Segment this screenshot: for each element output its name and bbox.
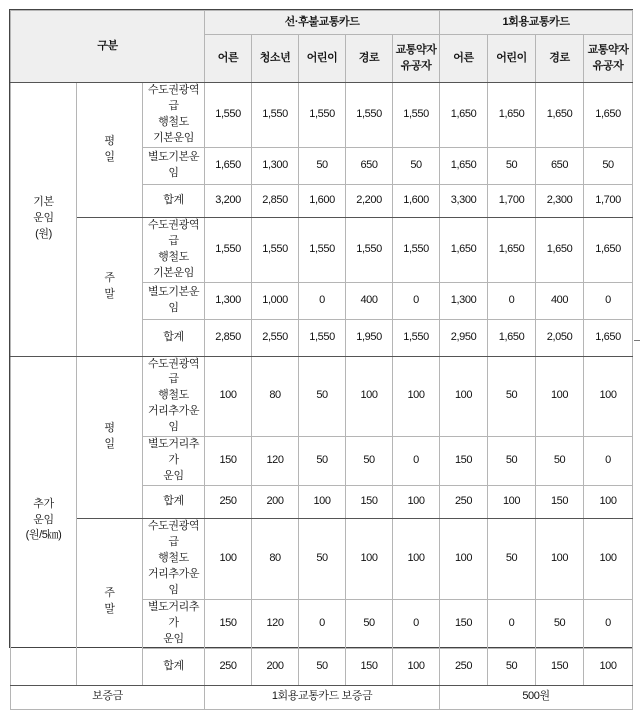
fare-table-body [11,11,633,710]
fare-value-cell: 2,300 [536,184,584,217]
fare-value-cell: 100 [584,648,633,685]
fare-value-cell: 120 [252,437,299,486]
day-type-label: 평 일 [77,356,143,519]
fare-value-cell: 1,550 [346,83,393,148]
fare-value-cell: 120 [252,599,299,648]
fare-value-cell: 100 [440,356,488,437]
fare-value-cell: 50 [299,648,346,685]
fare-value-cell: 100 [393,486,440,519]
fare-value-cell: 100 [584,356,633,437]
fare-item-label: 합계 [143,648,205,685]
table-row [11,83,633,148]
fare-value-cell: 1,650 [205,147,252,184]
fare-value-cell: 100 [205,356,252,437]
fare-value-cell: 1,650 [440,217,488,282]
fare-value-cell: 0 [584,282,633,319]
fare-value-cell: 150 [536,486,584,519]
deposit-label: 보증금 [11,685,205,709]
header-col-single-use-1: 어린이 [488,35,536,83]
fare-value-cell: 2,850 [252,184,299,217]
fare-table [10,10,633,710]
fare-value-cell: 1,550 [299,319,346,356]
fare-value-cell: 1,550 [205,83,252,148]
fare-value-cell: 400 [346,282,393,319]
fare-value-cell: 150 [205,437,252,486]
fare-value-cell: 100 [205,519,252,600]
fare-value-cell: 1,650 [488,319,536,356]
fare-value-cell: 250 [205,486,252,519]
header-col-prepaid-4: 교통약자 유공자 [393,35,440,83]
deposit-row [11,685,633,709]
fare-value-cell: 50 [488,648,536,685]
fare-value-cell: 1,300 [440,282,488,319]
deposit-item: 1회용교통카드 보증금 [205,685,440,709]
header-group-prepaid-postpaid: 선·후불교통카드 [205,11,440,35]
fare-value-cell: 50 [346,599,393,648]
fare-value-cell: 2,050 [536,319,584,356]
header-category: 구분 [11,11,205,83]
fare-value-cell: 50 [536,599,584,648]
fare-value-cell: 100 [346,519,393,600]
fare-item-label: 수도권광역급 행철도 거리추가운임 [143,356,205,437]
fare-value-cell: 1,000 [252,282,299,319]
fare-value-cell: 80 [252,356,299,437]
fare-value-cell: 2,850 [205,319,252,356]
fare-value-cell: 1,550 [393,319,440,356]
fare-value-cell: 200 [252,486,299,519]
fare-value-cell: 1,550 [393,217,440,282]
section-label: 기본 운임 (원) [11,83,77,357]
table-row [11,519,633,600]
fare-value-cell: 100 [299,486,346,519]
fare-value-cell: 1,650 [488,83,536,148]
fare-value-cell: 50 [346,437,393,486]
fare-value-cell: 1,950 [346,319,393,356]
fare-value-cell: 1,600 [299,184,346,217]
fare-item-label: 합계 [143,486,205,519]
fare-item-label: 수도권광역급 행철도 거리추가운임 [143,519,205,600]
fare-value-cell: 0 [584,599,633,648]
fare-value-cell: 1,550 [299,83,346,148]
fare-item-label: 별도기본운임 [143,147,205,184]
fare-value-cell: 1,650 [488,217,536,282]
header-col-single-use-3: 교통약자 유공자 [584,35,633,83]
fare-value-cell: 2,200 [346,184,393,217]
fare-value-cell: 1,550 [252,217,299,282]
fare-value-cell: 1,550 [346,217,393,282]
fare-value-cell: 50 [584,147,633,184]
fare-value-cell: 0 [393,599,440,648]
header-row-groups [11,11,633,35]
fare-value-cell: 3,200 [205,184,252,217]
fare-value-cell: 650 [346,147,393,184]
fare-value-cell: 1,550 [393,83,440,148]
fare-value-cell: 1,550 [205,217,252,282]
header-col-single-use-0: 어른 [440,35,488,83]
fare-value-cell: 0 [299,599,346,648]
fare-item-label: 합계 [143,184,205,217]
header-col-prepaid-3: 경로 [346,35,393,83]
fare-value-cell: 2,550 [252,319,299,356]
fare-value-cell: 1,650 [536,217,584,282]
fare-value-cell: 150 [536,648,584,685]
fare-value-cell: 0 [299,282,346,319]
fare-value-cell: 50 [299,147,346,184]
fare-value-cell: 1,300 [205,282,252,319]
fare-value-cell: 1,650 [440,147,488,184]
fare-item-label: 수도권광역급 행철도 기본운임 [143,217,205,282]
fare-value-cell: 1,550 [252,83,299,148]
fare-value-cell: 100 [393,519,440,600]
section-label: 추가 운임 (원/5㎞) [11,356,77,685]
fare-value-cell: 1,650 [584,83,633,148]
header-group-single-use: 1회용교통카드 [440,11,633,35]
fare-value-cell: 100 [440,519,488,600]
fare-value-cell: 200 [252,648,299,685]
fare-value-cell: 100 [393,648,440,685]
fare-value-cell: 80 [252,519,299,600]
fare-value-cell: 50 [488,356,536,437]
fare-table-frame [9,9,633,703]
fare-item-label: 별도거리추가 운임 [143,599,205,648]
fare-value-cell: 1,700 [488,184,536,217]
fare-value-cell: 400 [536,282,584,319]
fare-value-cell: 0 [393,282,440,319]
fare-value-cell: 100 [488,486,536,519]
fare-value-cell: 150 [346,486,393,519]
table-row [11,356,633,437]
fare-value-cell: 1,650 [584,319,633,356]
fare-value-cell: 100 [536,356,584,437]
fare-value-cell: 50 [488,147,536,184]
fare-value-cell: 50 [299,356,346,437]
fare-value-cell: 100 [584,486,633,519]
fare-value-cell: 50 [536,437,584,486]
fare-value-cell: 50 [299,519,346,600]
fare-value-cell: 150 [346,648,393,685]
fare-value-cell: 1,650 [440,83,488,148]
fare-value-cell: 1,650 [536,83,584,148]
header-col-prepaid-0: 어른 [205,35,252,83]
fare-value-cell: 150 [440,437,488,486]
table-row [11,217,633,282]
fare-item-label: 수도권광역급 행철도 기본운임 [143,83,205,148]
day-type-label: 평 일 [77,83,143,218]
day-type-label: 주 말 [77,519,143,686]
fare-value-cell: 1,600 [393,184,440,217]
fare-item-label: 별도거리추가 운임 [143,437,205,486]
deposit-value: 500원 [440,685,633,709]
fare-value-cell: 0 [488,282,536,319]
fare-value-cell: 50 [488,519,536,600]
fare-value-cell: 0 [488,599,536,648]
fare-value-cell: 100 [393,356,440,437]
fare-value-cell: 250 [205,648,252,685]
fare-item-label: 합계 [143,319,205,356]
fare-value-cell: 50 [488,437,536,486]
fare-value-cell: 150 [205,599,252,648]
fare-value-cell: 100 [584,519,633,600]
header-col-single-use-2: 경로 [536,35,584,83]
fare-value-cell: 150 [440,599,488,648]
fare-value-cell: 1,650 [584,217,633,282]
fare-value-cell: 50 [299,437,346,486]
fare-value-cell: 1,300 [252,147,299,184]
fare-value-cell: 1,700 [584,184,633,217]
fare-value-cell: 100 [536,519,584,600]
fare-value-cell: 0 [584,437,633,486]
fare-value-cell: 3,300 [440,184,488,217]
fare-item-label: 별도기본운임 [143,282,205,319]
fare-value-cell: 50 [393,147,440,184]
side-divider-mark [634,340,640,341]
fare-value-cell: 100 [346,356,393,437]
header-col-prepaid-2: 어린이 [299,35,346,83]
day-type-label: 주 말 [77,217,143,356]
fare-value-cell: 250 [440,648,488,685]
fare-value-cell: 650 [536,147,584,184]
fare-value-cell: 1,550 [299,217,346,282]
fare-value-cell: 2,950 [440,319,488,356]
header-col-prepaid-1: 청소년 [252,35,299,83]
fare-value-cell: 250 [440,486,488,519]
fare-value-cell: 0 [393,437,440,486]
